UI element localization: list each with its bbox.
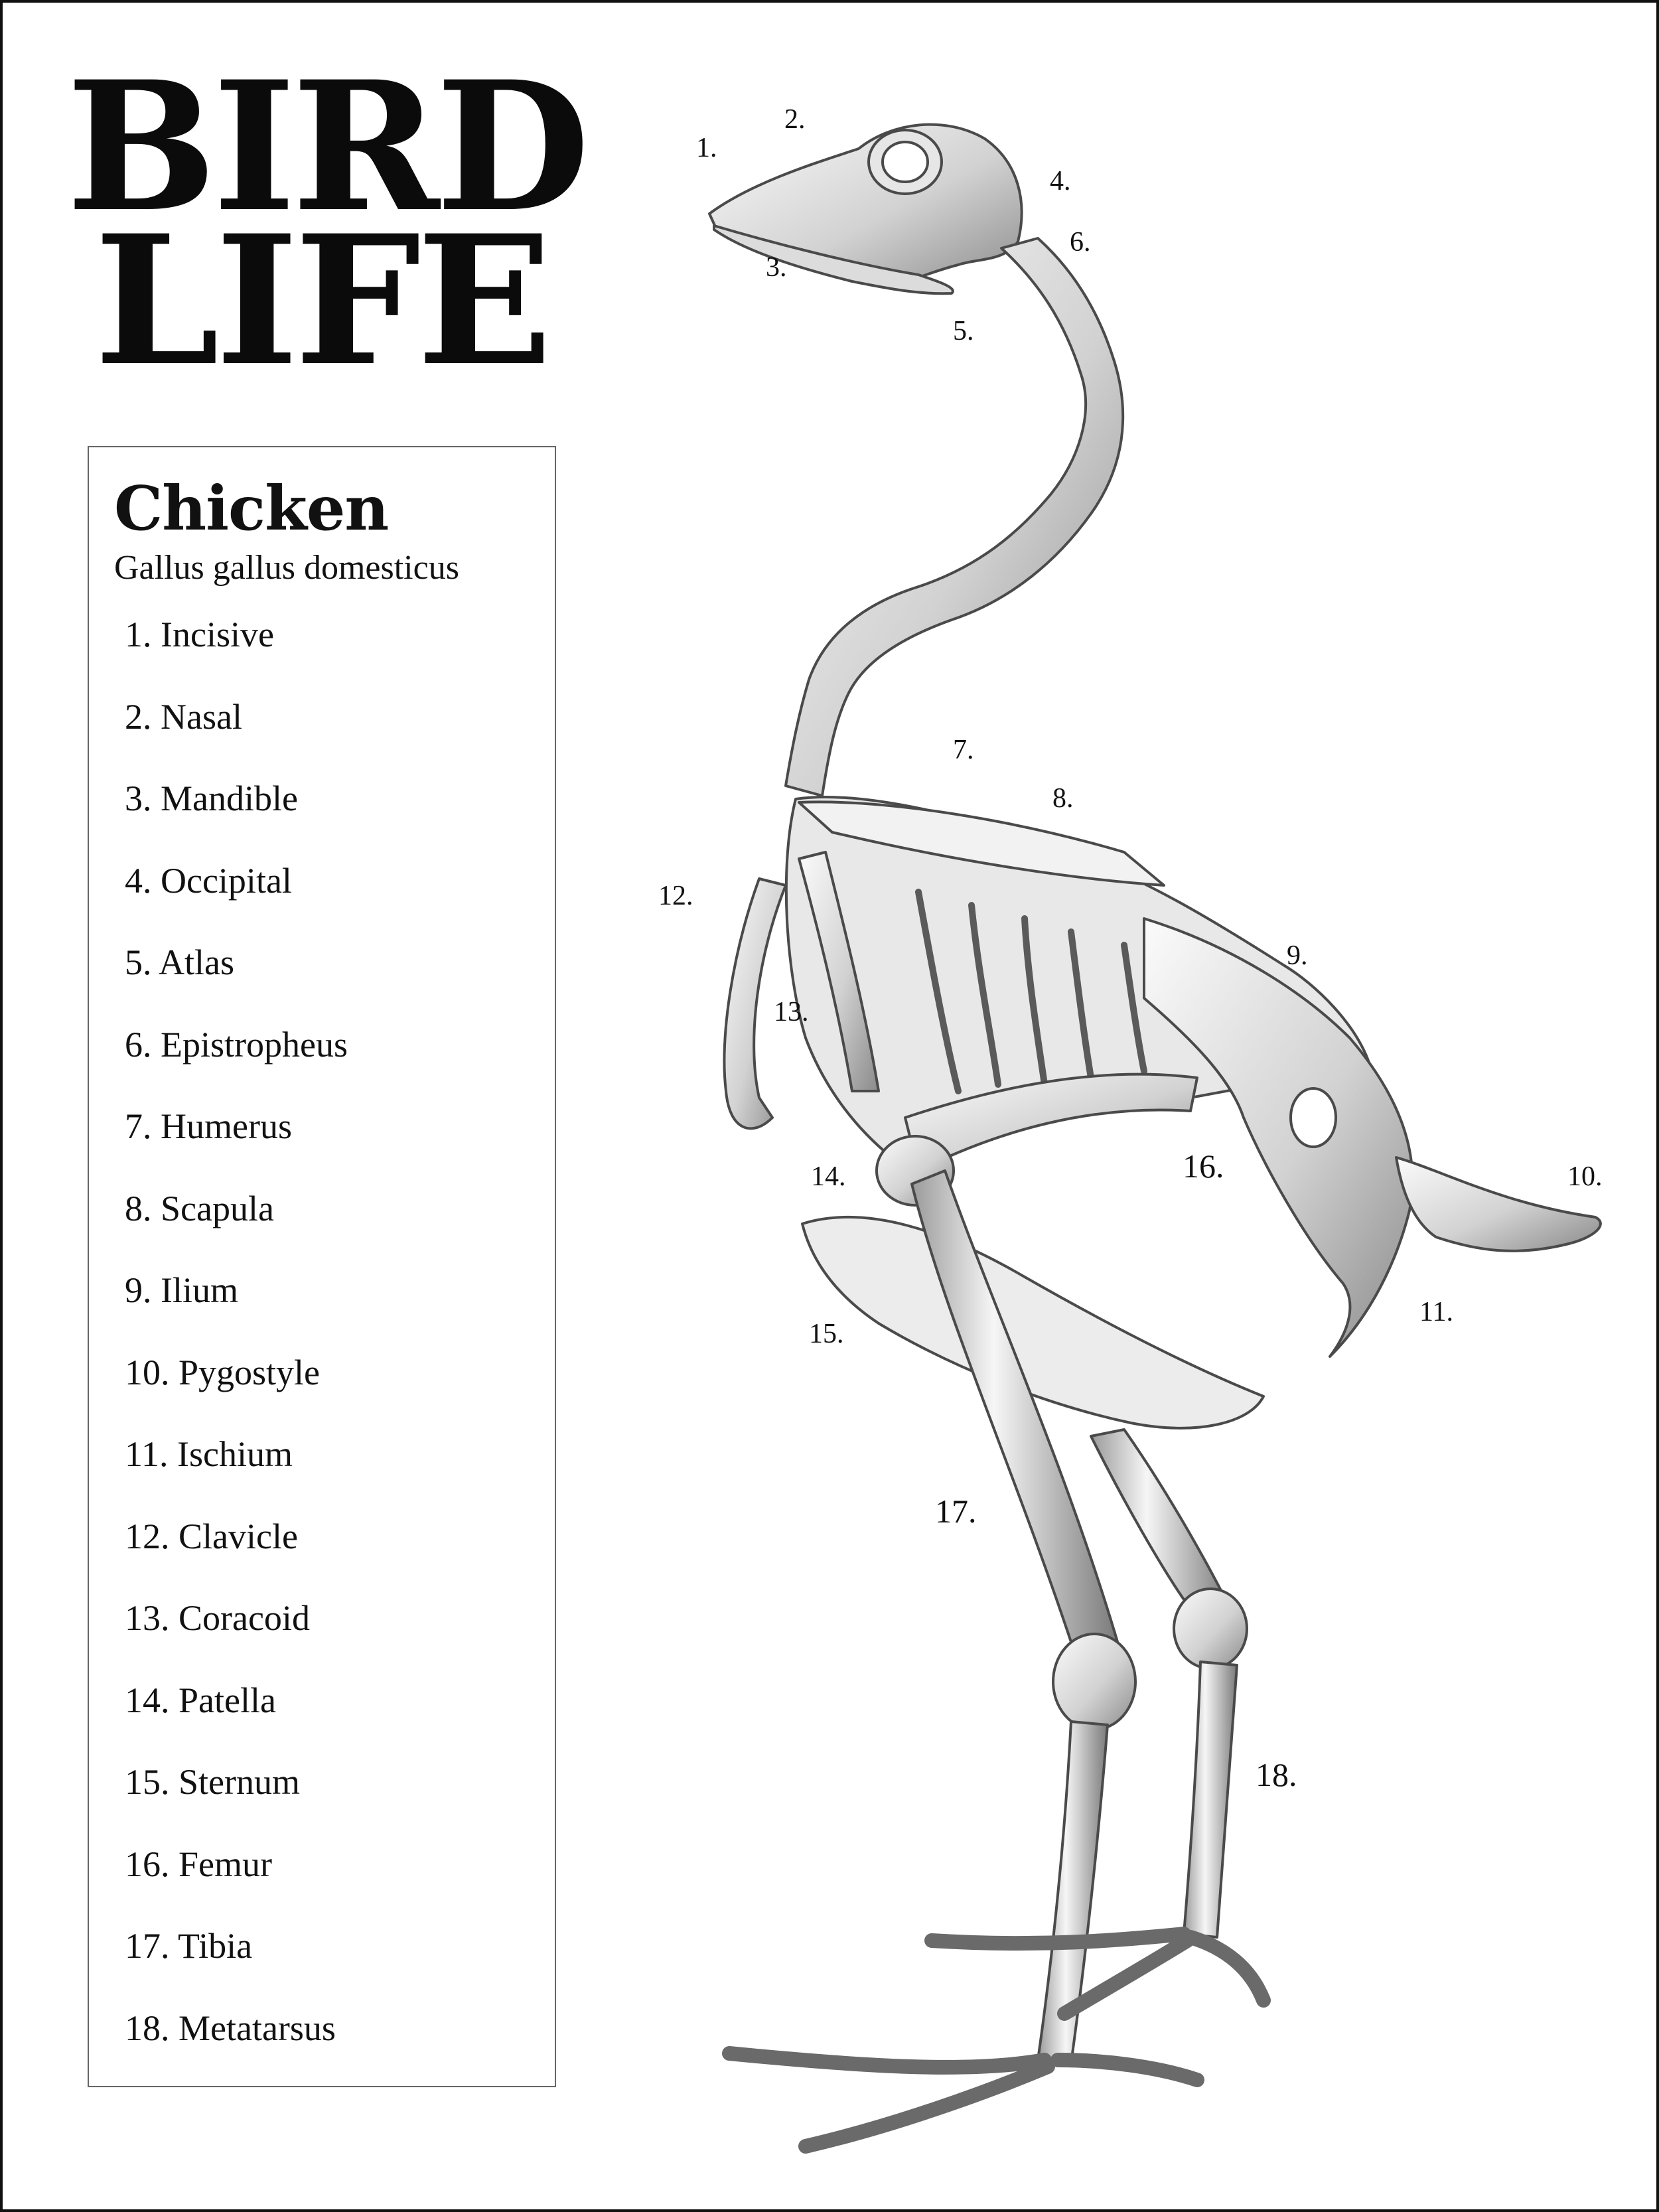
hock-joint-back [1174,1589,1247,1668]
legend-item: 16. Femur [125,1844,272,1884]
title-line-life: LIFE [94,196,549,406]
species-latin-name: Gallus gallus domesticus [114,549,459,587]
legend-panel [88,446,556,2087]
callout-2: 2. [784,104,806,135]
hock-joint-front [1053,1634,1135,1730]
callout-17: 17. [935,1493,977,1530]
callout-8: 8. [1052,783,1074,814]
legend-item: 1. Incisive [125,615,274,654]
tibia-back [1091,1430,1230,1609]
legend-item: 15. Sternum [125,1762,300,1802]
callout-1: 1. [696,133,717,163]
callout-11: 11. [1419,1297,1453,1327]
callout-6: 6. [1070,227,1091,258]
callout-14: 14. [811,1161,846,1192]
toe-front-2 [806,2067,1048,2146]
species-name: Chicken [114,473,389,544]
callout-10: 10. [1567,1161,1603,1192]
chicken-skeleton-illustration [626,76,1659,2199]
legend-item: 8. Scapula [125,1188,274,1228]
callout-12: 12. [658,881,693,911]
legend-item: 3. Mandible [125,778,298,818]
legend-item: 13. Coracoid [125,1598,310,1638]
callout-18: 18. [1256,1756,1297,1793]
legend-item: 7. Humerus [125,1106,292,1146]
legend-list [125,615,555,2090]
legend-item: 10. Pygostyle [125,1352,321,1392]
legend-item: 6. Epistropheus [125,1024,348,1065]
callout-13: 13. [774,997,809,1027]
legend-item: 9. Ilium [125,1270,238,1310]
legend-item: 18. Metatarsus [125,2008,336,2048]
title-line-bird: BIRD [66,42,587,252]
callout-15: 15. [809,1319,844,1349]
toe-front-3 [1058,2060,1197,2080]
callout-4: 4. [1050,166,1071,196]
callout-3: 3. [766,252,787,283]
legend-item: 11. Ischium [125,1434,293,1474]
legend-item: 17. Tibia [125,1926,253,1966]
legend-item: 5. Atlas [125,942,235,982]
callout-16: 16. [1183,1147,1224,1185]
callout-5: 5. [953,316,974,346]
legend-item: 12. Clavicle [125,1516,298,1556]
legend-item: 2. Nasal [125,696,242,737]
toe-front-1 [729,2053,1045,2067]
toe-back-2 [1190,1937,1263,2000]
callout-7: 7. [953,735,974,765]
callout-9: 9. [1287,940,1308,971]
ilium-foramen [1291,1088,1336,1147]
ilium [1144,919,1412,1357]
legend-item: 4. Occipital [125,860,292,901]
legend-item: 14. Patella [125,1680,276,1720]
metatarsus-back [1184,1662,1237,1937]
